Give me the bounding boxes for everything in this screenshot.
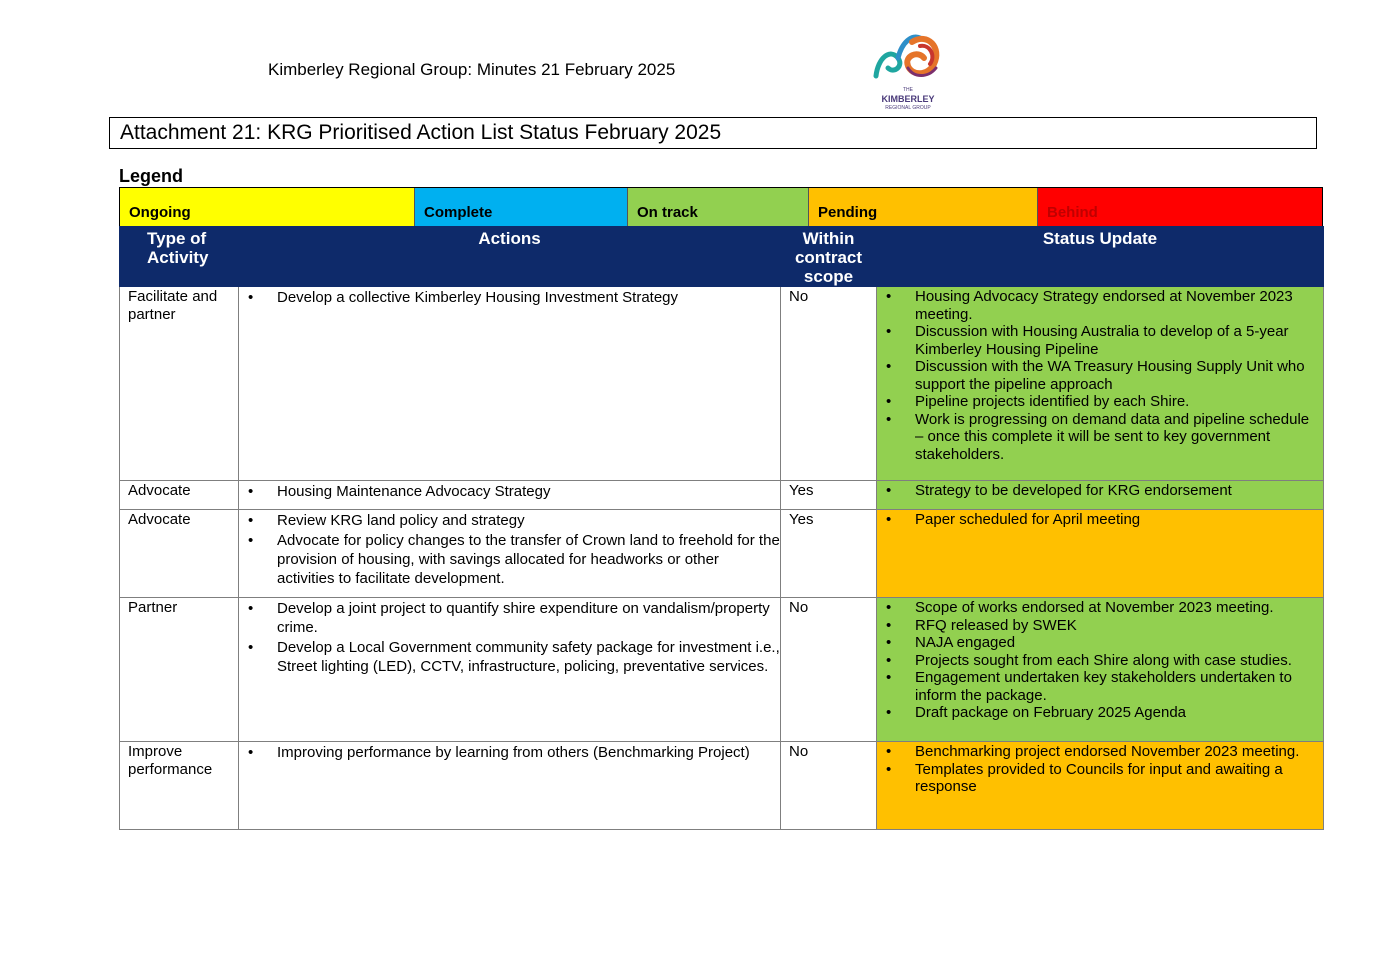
cell-actions xyxy=(239,742,781,830)
logo-line-small: THE xyxy=(903,87,913,93)
cell-actions xyxy=(239,598,781,742)
cell-scope: No xyxy=(781,598,877,742)
cell-actions xyxy=(239,287,781,481)
logo-text xyxy=(868,86,948,113)
table-row xyxy=(120,287,1324,481)
kimberley-swirl-icon xyxy=(868,28,948,86)
table-row xyxy=(120,598,1324,742)
table-header-row xyxy=(120,227,1324,287)
status-item: • Draft package on February 2025 Agenda xyxy=(877,704,1323,722)
status-item: • Discussion with Housing Australia to develop of a 5-year Kimberley Housing Pipeline xyxy=(877,323,1323,358)
header-actions: Actions xyxy=(239,227,781,287)
legend-title: Legend xyxy=(119,166,184,186)
status-item: • Engagement undertaken key stakeholders undertaken to inform the package. xyxy=(877,669,1323,704)
status-item: • Benchmarking project endorsed November 2023 meeting. xyxy=(877,743,1323,761)
action-item: • Improving performance by learning from others (Benchmarking Project) xyxy=(239,743,780,762)
status-item: • Housing Advocacy Strategy endorsed at November 2023 meeting. xyxy=(877,288,1323,323)
cell-scope: Yes xyxy=(781,481,877,510)
action-list-table xyxy=(119,226,1324,830)
status-item: • Scope of works endorsed at November 2023 meeting. xyxy=(877,599,1323,617)
action-item: • Develop a collective Kimberley Housing Investment Strategy xyxy=(239,288,780,307)
legend-pending: Pending xyxy=(809,188,1038,226)
page-header: Kimberley Regional Group: Minutes 21 February 2025 xyxy=(268,60,676,79)
kimberley-logo xyxy=(868,28,948,110)
cell-type: Facilitate and partner xyxy=(120,287,239,481)
action-item: • Housing Maintenance Advocacy Strategy xyxy=(239,482,780,501)
legend-bar xyxy=(119,187,1323,227)
cell-status xyxy=(877,481,1324,510)
attachment-title: Attachment 21: KRG Prioritised Action List Status February 2025 xyxy=(109,117,1317,149)
cell-actions xyxy=(239,510,781,598)
cell-scope: No xyxy=(781,287,877,481)
action-item: • Advocate for policy changes to the transfer of Crown land to freehold for the provision of housing, with savings allocated for headworks or other activities to facilitate development. xyxy=(239,531,780,588)
status-item: • Paper scheduled for April meeting xyxy=(877,511,1323,529)
status-item: • Templates provided to Councils for input and awaiting a response xyxy=(877,761,1323,796)
table-row xyxy=(120,742,1324,830)
legend-ongoing: Ongoing xyxy=(120,188,415,226)
status-item: • Discussion with the WA Treasury Housing Supply Unit who support the pipeline approach xyxy=(877,358,1323,393)
cell-type: Improve performance xyxy=(120,742,239,830)
status-item: • Pipeline projects identified by each Shire. xyxy=(877,393,1323,411)
status-item: • RFQ released by SWEK xyxy=(877,617,1323,635)
cell-scope: Yes xyxy=(781,510,877,598)
status-item: • NAJA engaged xyxy=(877,634,1323,652)
cell-scope: No xyxy=(781,742,877,830)
cell-type: Advocate xyxy=(120,510,239,598)
cell-status xyxy=(877,742,1324,830)
logo-line1: KIMBERLEY xyxy=(881,94,935,104)
status-item: • Projects sought from each Shire along with case studies. xyxy=(877,652,1323,670)
header-scope: Within contract scope xyxy=(781,227,877,287)
table-row xyxy=(120,510,1324,598)
legend-behind: Behind xyxy=(1038,188,1322,226)
table-row xyxy=(120,481,1324,510)
cell-actions xyxy=(239,481,781,510)
status-item: • Work is progressing on demand data and pipeline schedule – once this complete it will be sent to key government stakeholders. xyxy=(877,411,1323,464)
header-type: Type of Activity xyxy=(120,227,239,287)
action-item: • Develop a joint project to quantify shire expenditure on vandalism/property crime. xyxy=(239,599,780,637)
legend-complete: Complete xyxy=(415,188,628,226)
cell-type: Partner xyxy=(120,598,239,742)
header-status: Status Update xyxy=(877,227,1324,287)
cell-status xyxy=(877,287,1324,481)
action-item: • Review KRG land policy and strategy xyxy=(239,511,780,530)
cell-type: Advocate xyxy=(120,481,239,510)
logo-line2: REGIONAL GROUP xyxy=(885,105,931,111)
cell-status xyxy=(877,510,1324,598)
cell-status xyxy=(877,598,1324,742)
legend-on-track: On track xyxy=(628,188,809,226)
status-item: • Strategy to be developed for KRG endorsement xyxy=(877,482,1323,500)
action-item: • Develop a Local Government community safety package for investment i.e., Street lighting (LED), CCTV, infrastructure, policing, preventative services. xyxy=(239,638,780,676)
